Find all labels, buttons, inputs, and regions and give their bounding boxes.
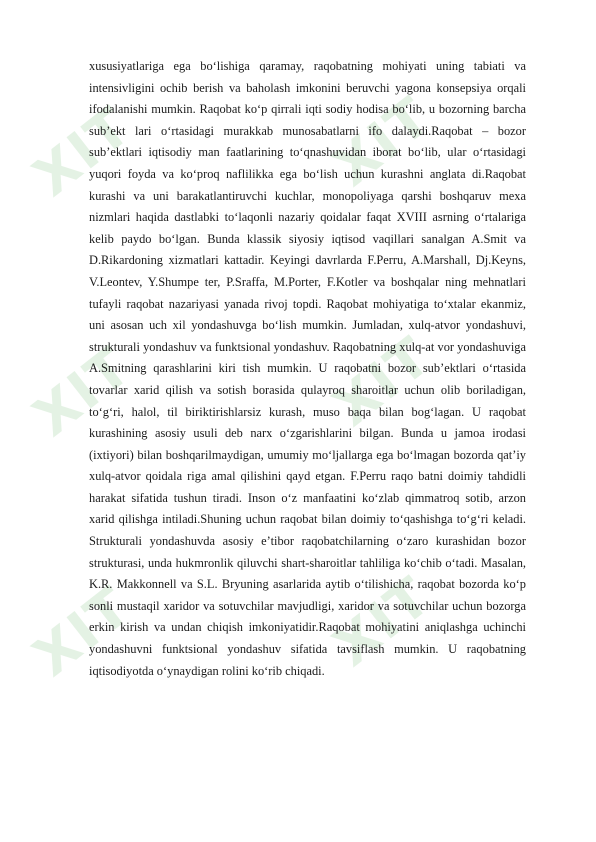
watermark-mark: XIT — [21, 574, 143, 689]
watermark-mark: XIT — [321, 84, 443, 199]
watermark-mark: XIT — [321, 324, 443, 439]
watermark-mark: XIT — [21, 94, 143, 209]
watermark-mark: XIT — [21, 334, 143, 449]
watermark-mark: XIT — [321, 564, 443, 679]
body-paragraph: xususiyatlariga ega bo‘lishiga qaramay, raqobatning mohiyati uning tabiati va intensivligini ochib berish va baholash imkonini beruvchi yagona konsepsiya orqali ifodalanishi mumkin. Raqobat ko‘p qirrali iqti sodiy hodisa bo‘lib, u bozorning barcha sub’ekt lari o‘rtasidagi murakkab munosabatlarni ifo dalaydi.Raqobat – bozor sub’ektlari iqtisodiy man faatlarining to‘qnashuvidan iborat bo‘lib, ular o‘rtasidagi yuqori foyda va ko‘proq naflilikka ega bo‘lish uchun kurashni anglata di.Raqobat kurashi va uni barakatlantiruvchi kuchlar, monopoliyaga qarshi boshqaruv mexa nizmlari haqida dastlabki to‘laqonli nazariy qoidalar faqat XVIII asrning o‘rtalariga kelib paydo bo‘lgan. Bunda klassik siyosiy iqtisod vaqillari sanalgan A.Smit va D.Rikardoning xizmatlari kattadir. Keyingi davrlarda F.Perru, A.Marshall, Dj.Keyns, V.Leontev, Y.Shumpe ter, P.Sraffa, M.Porter, F.Kotler va boshqalar ning mehnatlari tufayli raqobat nazariyasi yanada rivoj topdi. Raqobat mohiyatiga to‘xtalar ekanmiz, uni asosan uch xil yondashuvga bo‘lish mumkin. Jumladan, xulq-atvor yondashuvi, strukturali yondashuv va funktsional yondashuv. Raqobatning xulq-at vor yondashuviga A.Smitning qarashlarini kiri tish mumkin. U raqobatni bozor sub’ektlari o‘rtasida tovarlar xarid qilish va sotish borasida qulayroq sharoitlar uchun olib boriladigan, to‘g‘ri, halol, til biriktirishlarsiz kurash, muso baqa bilan bog‘lagan. U raqobat kurashining asosiy usuli deb narx o‘zgarishlarini bilgan. Bunda u jamoa irodasi (ixtiyori) bilan boshqarilmaydigan, umumiy mo‘ljallarga ega bo‘lmagan bozorda qat’iy xulq-atvor qoidala riga amal qilishini qayd etgan. F.Perru raqo batni doimiy tahdidli harakat sifatida tushun tiradi. Inson o‘z manfaatini ko‘zlab qimmatroq sotib, arzon xarid qilishga intiladi.Shuning uchun raqobat bilan doimiy to‘qashishga to‘g‘ri keladi. Strukturali yondashuvda asosiy e’tibor raqobatchilarning o‘zaro kurashidan bozor strukturasi, unda hukmronlik qiluvchi shart-sharoitlar tahliliga ko‘chib o‘tadi. Masalan, K.R. Makkonnell va S.L. Bryuning asarlarida aytib o‘tilishicha, raqobat bozorda ko‘p sonli mustaqil xaridor va sotuvchilar mavjudligi, xaridor va sotuvchilar uchun bozorga erkin kirish va undan chiqish imkoniyatidir.Raqobat mohiyatini aniqlashga uchinchi yondashuvni funktsional yondashuv sifatida tavsiflash mumkin. U raqobatning iqtisodiyotda o‘ynaydigan rolini ko‘rib chiqadi. — [89, 59, 526, 678]
